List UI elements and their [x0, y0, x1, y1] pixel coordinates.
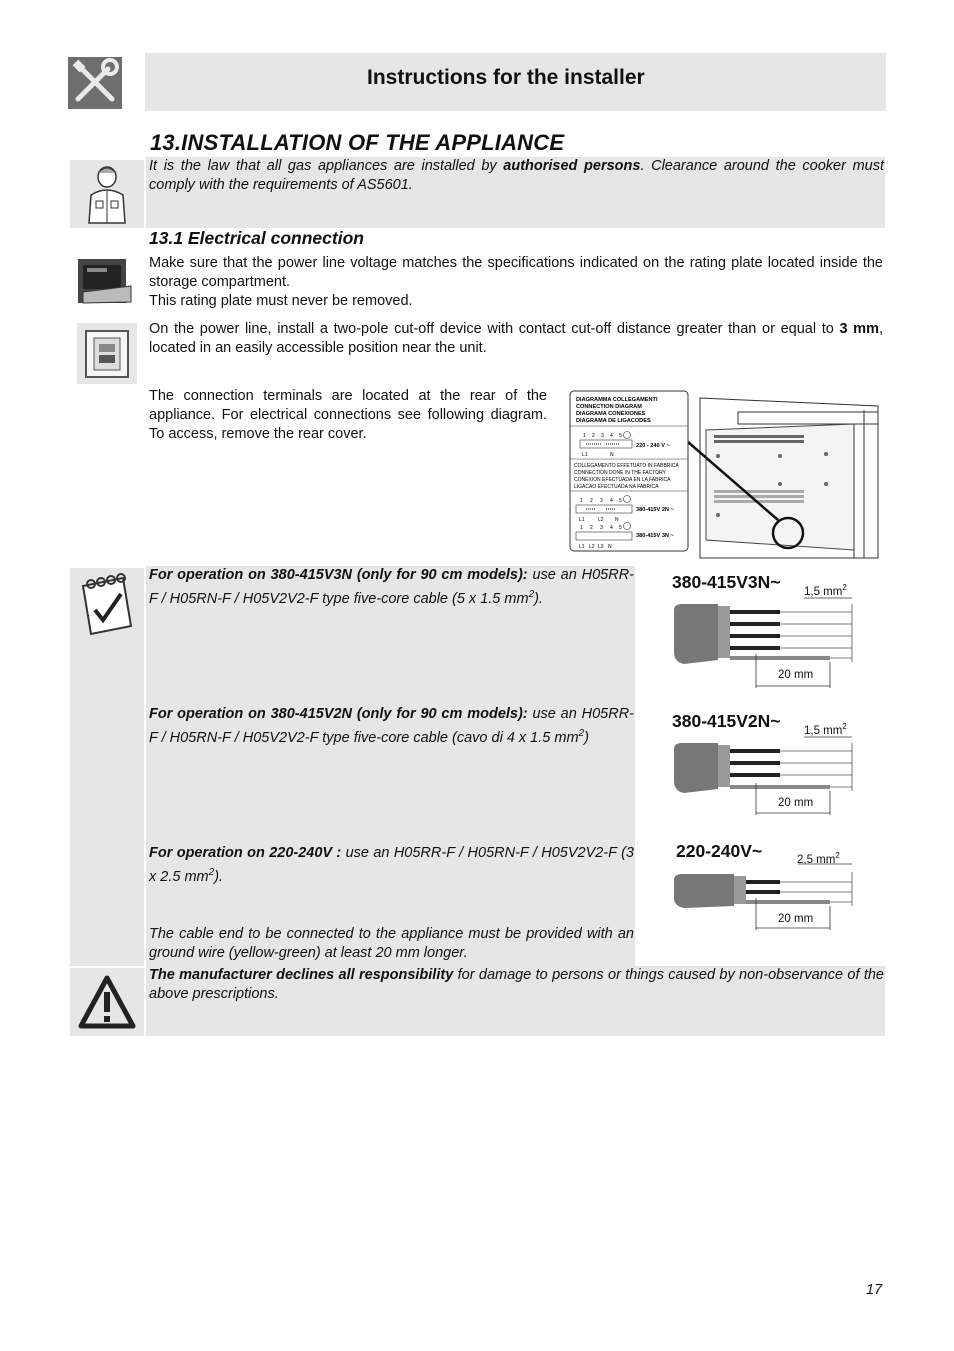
- terminal-label: 5: [619, 433, 622, 439]
- note-icon-box: [70, 568, 144, 966]
- rating-plate-note: This rating plate must never be removed.: [149, 293, 413, 309]
- terminal-label: 3: [600, 498, 603, 504]
- header-icon-box: [68, 57, 122, 109]
- terminal-label: 2: [590, 525, 593, 531]
- header-title: Instructions for the installer: [367, 66, 645, 89]
- cable-3n-section: 1,5 $mm^2$: [804, 583, 847, 598]
- cable-3n-drawing: [670, 596, 860, 688]
- terminal-label: 4: [610, 433, 613, 439]
- cable-2n-section: 1,5 $mm^2$: [804, 722, 847, 737]
- notepad-check-icon: [77, 572, 137, 638]
- cable-220-length: 20 mm: [778, 913, 814, 925]
- wire-label: L1: [582, 452, 588, 458]
- diagram-title-pt: DIAGRAMA DE LIGACODES: [576, 418, 651, 424]
- cutoff-paragraph: On the power line, install a two-pole cut-off device with contact cut-off distance greater than or equal to 3 mm, located in an easily accessible position near the unit.: [149, 321, 883, 356]
- terminal-label: 4: [610, 498, 613, 504]
- factory-it: COLLEGAMENTO EFFETUATO IN FABBRICA: [574, 463, 679, 469]
- cable-2n-drawing: [670, 735, 860, 817]
- cable-2n-length: 20 mm: [778, 797, 814, 809]
- warning-triangle-icon: [77, 974, 137, 1030]
- factory-es: CONEXION EFECTUADA EN LA FABRICA: [574, 477, 671, 483]
- wire-label: L1: [579, 544, 585, 550]
- wire-label: N: [615, 517, 619, 523]
- cable-220-drawing: [670, 862, 860, 934]
- cable-3n-length: 20 mm: [778, 669, 814, 681]
- terminal-label: 3: [601, 433, 604, 439]
- terminal-label: 1: [583, 433, 586, 439]
- op-3n-paragraph: For operation on 380-415V3N (only for 90 cm models): use an H05RR-F / H05RN-F / H05V2V2-F type five-core cable (5 x 1.5 $mm^2$).: [149, 567, 634, 607]
- wire-label: L3: [598, 544, 604, 550]
- terminal-label: 4: [610, 525, 613, 531]
- wire-label: L1: [579, 517, 585, 523]
- factory-pt: LIGACAO EFECTUADA NA FABRICA: [574, 484, 659, 490]
- voltage-paragraph: Make sure that the power line voltage matches the specifications indicated on the rating plate located inside the storage compartment.: [149, 255, 883, 290]
- appliance-rear-panel: [688, 398, 878, 558]
- terminal-label: 1: [580, 525, 583, 531]
- voltage-3n-label: 380-415V 3N ~: [636, 533, 674, 539]
- diagram-label-panel: [570, 391, 688, 551]
- terminal-label: 3: [600, 525, 603, 531]
- cable-3n-voltage: 380-415V3N~: [672, 572, 781, 592]
- connection-diagram: [568, 390, 888, 560]
- installer-person-icon: [81, 163, 133, 225]
- subsection-title: 13.1 Electrical connection: [149, 228, 364, 248]
- wire-label: L2: [598, 517, 604, 523]
- diagram-title-es: DIAGRAMA CONEXIONES: [576, 411, 646, 417]
- page-number: 17: [866, 1282, 883, 1298]
- cable-2n-voltage: 380-415V2N~: [672, 711, 781, 731]
- switch-icon-box: [77, 323, 137, 384]
- factory-en: CONNECTION DONE IN THE FACTORY: [574, 470, 666, 476]
- wire-label: N: [610, 452, 614, 458]
- terminal-label: 1: [580, 498, 583, 504]
- wire-label: L2: [589, 544, 595, 550]
- terminals-paragraph: The connection terminals are located at the rear of the appliance. For electrical connections see following diagram. To access, remove the rear cover.: [149, 388, 547, 442]
- warning-paragraph: The manufacturer declines all responsibility for damage to persons or things caused by non-observance of the above prescriptions.: [149, 967, 884, 1002]
- rating-plate-icon-box: [77, 256, 133, 306]
- wire-label: N: [608, 544, 612, 550]
- terminal-label: 2: [592, 433, 595, 439]
- warning-icon-box: [70, 968, 144, 1036]
- operations-box: [146, 566, 635, 966]
- terminal-label: 2: [590, 498, 593, 504]
- terminal-label: 5: [619, 498, 622, 504]
- terminal-label: 5: [619, 525, 622, 531]
- op-2n-paragraph: For operation on 380-415V2N (only for 90 cm models): use an H05RR-F / H05RN-F / H05V2V2-F type five-core cable (cavo di 4 x 1.5 $mm^2$): [149, 706, 634, 746]
- ground-wire-note: The cable end to be connected to the appliance must be provided with an ground wire (yellow-green) at least 20 mm longer.: [149, 926, 634, 961]
- diagram-title-en: CONNECTION DIAGRAM: [576, 404, 642, 410]
- voltage-2n-label: 380-415V 2N ~: [636, 507, 674, 513]
- section-title: 13.INSTALLATION OF THE APPLIANCE: [150, 130, 565, 155]
- law-paragraph: It is the law that all gas appliances are installed by authorised persons. Clearance around the cooker must comply with the requirements of AS5601.: [149, 158, 884, 193]
- cable-220-voltage: 220-240V~: [676, 841, 763, 861]
- oven-compartment-icon: [77, 256, 133, 306]
- voltage-220-label: 220 - 240 V ~: [636, 443, 670, 449]
- cutoff-switch-icon: [84, 329, 130, 379]
- op-220-paragraph: For operation on 220-240V : use an H05RR-F / H05RN-F / H05V2V2-F (3 x 2.5 $mm^2$).: [149, 845, 634, 885]
- tools-icon: [68, 57, 122, 109]
- worker-icon-box: [70, 160, 144, 228]
- diagram-title-it: DIAGRAMMA COLLEGAMENTI: [576, 397, 658, 403]
- cable-220-section: 2,5 $mm^2$: [797, 851, 840, 866]
